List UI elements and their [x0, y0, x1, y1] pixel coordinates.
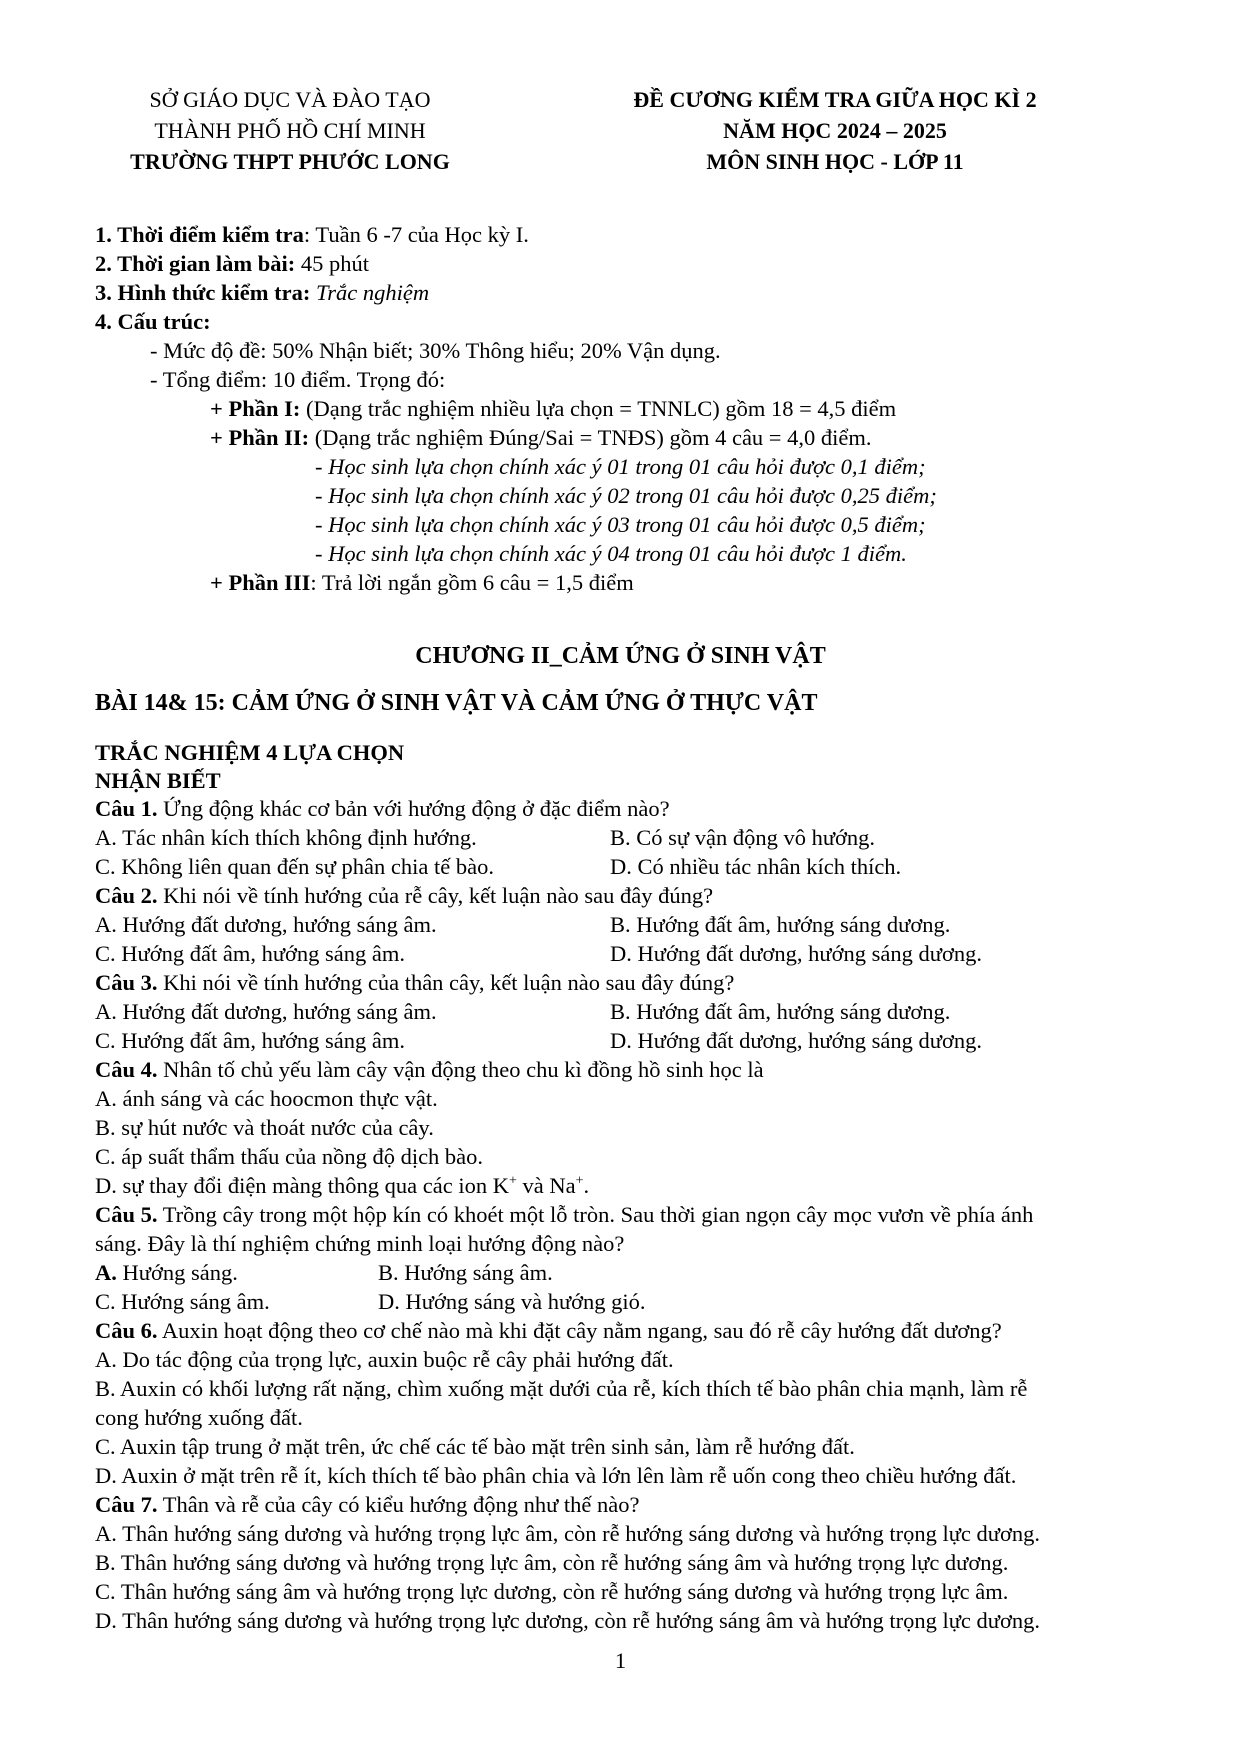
part-text: (Dạng trắc nghiệm Đúng/Sai = TNĐS) gồm 4 câu = 4,0 điểm.: [309, 425, 872, 450]
q5-option-c: C. Hướng sáng âm.: [95, 1289, 270, 1314]
question-text: Trồng cây trong một hộp kín có khoét một lỗ tròn. Sau thời gian ngọn cây mọc vươn về phía ánh: [157, 1202, 1034, 1227]
question-text: Khi nói về tính hướng của rễ cây, kết luận nào sau đây đúng?: [157, 883, 714, 908]
question-label: Câu 2.: [95, 883, 158, 908]
q5-option-b: B. Hướng sáng âm.: [378, 1260, 553, 1285]
q3-option-a: A. Hướng đất dương, hướng sáng âm.: [95, 999, 437, 1024]
question-5: [95, 1202, 1033, 1229]
q1-option-a: A. Tác nhân kích thích không định hướng.: [95, 825, 477, 850]
question-7: [95, 1492, 639, 1519]
part-label: + Phần III: [210, 570, 311, 595]
part-1: [210, 396, 896, 423]
q5-option-a: [95, 1260, 238, 1287]
info-format: [95, 280, 429, 307]
question-label: Câu 7.: [95, 1492, 158, 1517]
chapter-title: CHƯƠNG II_CẢM ỨNG Ở SINH VẬT: [415, 643, 826, 669]
city-name: THÀNH PHỐ HỒ CHÍ MINH: [154, 118, 426, 143]
school-header: [95, 84, 485, 177]
info-duration: [95, 251, 369, 278]
q1-option-d: D. Có nhiều tác nhân kích thích.: [610, 854, 902, 879]
question-3: [95, 970, 734, 997]
q3-option-c: C. Hướng đất âm, hướng sáng âm.: [95, 1028, 406, 1053]
q4-option-a: A. ánh sáng và các hoocmon thực vật.: [95, 1086, 438, 1111]
lesson-title: BÀI 14& 15: CẢM ỨNG Ở SINH VẬT VÀ CẢM ỨNG Ở THỰC VẬT: [95, 690, 818, 716]
section-title: TRẮC NGHIỆM 4 LỰA CHỌN: [95, 740, 405, 765]
school-year: NĂM HỌC 2024 – 2025: [723, 118, 947, 143]
q7-option-b: B. Thân hướng sáng dương và hướng trọng lực âm, còn rễ hướng sáng âm và hướng trọng lực dương.: [95, 1550, 1009, 1575]
q7-option-c: C. Thân hướng sáng âm và hướng trọng lực dương, còn rễ hướng sáng dương và hướng trọng lực âm.: [95, 1579, 1009, 1604]
q6-option-b-cont: cong hướng xuống đất.: [95, 1405, 303, 1430]
part-text: (Dạng trắc nghiệm nhiều lựa chọn = TNNLC) gồm 18 = 4,5 điểm: [300, 396, 897, 421]
scoring-note-4: - Học sinh lựa chọn chính xác ý 04 trong 01 câu hỏi được 1 điểm.: [315, 541, 907, 566]
question-label: Câu 6.: [95, 1318, 158, 1343]
question-label: Câu 3.: [95, 970, 158, 995]
option-text: .: [583, 1173, 590, 1198]
info-value: 45 phút: [295, 251, 369, 276]
q4-option-c: C. áp suất thẩm thấu của nồng độ dịch bào.: [95, 1144, 484, 1169]
school-name: TRƯỜNG THPT PHƯỚC LONG: [130, 149, 450, 174]
question-label: Câu 1.: [95, 796, 158, 821]
question-label: Câu 4.: [95, 1057, 158, 1082]
question-text: Auxin hoạt động theo cơ chế nào mà khi đặt cây nằm ngang, sau đó rễ cây hướng đất dương?: [157, 1318, 1002, 1343]
info-label: 1. Thời điểm kiểm tra: [95, 222, 304, 247]
superscript: +: [575, 1173, 584, 1189]
q2-option-a: A. Hướng đất dương, hướng sáng âm.: [95, 912, 437, 937]
part-text: : Trả lời ngắn gồm 6 câu = 1,5 điểm: [310, 570, 634, 595]
q6-option-c: C. Auxin tập trung ở mặt trên, ức chế các tế bào mặt trên sinh sản, làm rễ hướng đất.: [95, 1434, 855, 1459]
part-label: + Phần I:: [210, 396, 301, 421]
q4-option-d: [95, 1173, 589, 1200]
info-label: 3. Hình thức kiểm tra:: [95, 280, 311, 305]
q3-option-b: B. Hướng đất âm, hướng sáng dương.: [610, 999, 951, 1024]
part-label: + Phần II:: [210, 425, 310, 450]
q5-option-d: D. Hướng sáng và hướng gió.: [378, 1289, 646, 1314]
page-number: 1: [614, 1648, 627, 1673]
structure-level: - Mức độ đề: 50% Nhận biết; 30% Thông hiểu; 20% Vận dụng.: [150, 338, 721, 363]
option-text: Hướng sáng.: [116, 1260, 238, 1285]
question-6: [95, 1318, 1002, 1345]
q2-option-c: C. Hướng đất âm, hướng sáng âm.: [95, 941, 406, 966]
question-4: [95, 1057, 764, 1084]
q6-option-a: A. Do tác động của trọng lực, auxin buộc rễ cây phải hướng đất.: [95, 1347, 674, 1372]
question-2: [95, 883, 713, 910]
option-text: D. sự thay đổi điện màng thông qua các ion K: [95, 1173, 509, 1198]
q2-option-d: D. Hướng đất dương, hướng sáng dương.: [610, 941, 982, 966]
q4-option-b: B. sự hút nước và thoát nước của cây.: [95, 1115, 434, 1140]
info-label: 2. Thời gian làm bài:: [95, 251, 296, 276]
department-name: SỞ GIÁO DỤC VÀ ĐÀO TẠO: [149, 87, 431, 112]
level-title: NHẬN BIẾT: [95, 768, 221, 793]
question-text: Khi nói về tính hướng của thân cây, kết luận nào sau đây đúng?: [157, 970, 735, 995]
question-5-cont: sáng. Đây là thí nghiệm chứng minh loại hướng động nào?: [95, 1231, 625, 1256]
q6-option-d: D. Auxin ở mặt trên rễ ít, kích thích tế bào phân chia và lớn lên làm rễ uốn cong theo chiều hướng đất.: [95, 1463, 1017, 1488]
subject-grade: MÔN SINH HỌC - LỚP 11: [706, 149, 964, 174]
part-2: [210, 425, 871, 452]
q3-option-d: D. Hướng đất dương, hướng sáng dương.: [610, 1028, 982, 1053]
question-text: Thân và rễ của cây có kiểu hướng động như thế nào?: [157, 1492, 640, 1517]
question-text: Nhân tố chủ yếu làm cây vận động theo chu kì đồng hồ sinh học là: [157, 1057, 764, 1082]
superscript: +: [509, 1173, 517, 1189]
q1-option-b: B. Có sự vận động vô hướng.: [610, 825, 876, 850]
question-text: Ứng động khác cơ bản với hướng động ở đặc điểm nào?: [157, 796, 670, 821]
scoring-note-2: - Học sinh lựa chọn chính xác ý 02 trong 01 câu hỏi được 0,25 điểm;: [315, 483, 937, 508]
info-structure: 4. Cấu trúc:: [95, 309, 211, 334]
scoring-note-3: - Học sinh lựa chọn chính xác ý 03 trong 01 câu hỏi được 0,5 điểm;: [315, 512, 926, 537]
info-exam-time: [95, 222, 529, 249]
option-label: A.: [95, 1260, 117, 1285]
exam-title: ĐỀ CƯƠNG KIỂM TRA GIỮA HỌC KÌ 2: [633, 87, 1037, 112]
q2-option-b: B. Hướng đất âm, hướng sáng dương.: [610, 912, 951, 937]
q7-option-a: A. Thân hướng sáng dương và hướng trọng lực âm, còn rễ hướng sáng dương và hướng trọng lực dương.: [95, 1521, 1040, 1546]
info-value: : Tuần 6 -7 của Học kỳ I.: [303, 222, 529, 247]
part-3: [210, 570, 634, 597]
option-text: và Na: [516, 1173, 576, 1198]
q6-option-b: B. Auxin có khối lượng rất nặng, chìm xuống mặt dưới của rễ, kích thích tế bào phân chia mạnh, làm rễ: [95, 1376, 1028, 1401]
info-value: Trắc nghiệm: [310, 280, 430, 305]
structure-total: - Tổng điểm: 10 điểm. Trọng đó:: [150, 367, 446, 392]
exam-header: [575, 84, 1095, 177]
question-label: Câu 5.: [95, 1202, 158, 1227]
scoring-note-1: - Học sinh lựa chọn chính xác ý 01 trong 01 câu hỏi được 0,1 điểm;: [315, 454, 926, 479]
question-1: [95, 796, 670, 823]
q7-option-d: D. Thân hướng sáng dương và hướng trọng lực dương, còn rễ hướng sáng âm và hướng trọng lực dương.: [95, 1608, 1040, 1633]
q1-option-c: C. Không liên quan đến sự phân chia tế bào.: [95, 854, 494, 879]
